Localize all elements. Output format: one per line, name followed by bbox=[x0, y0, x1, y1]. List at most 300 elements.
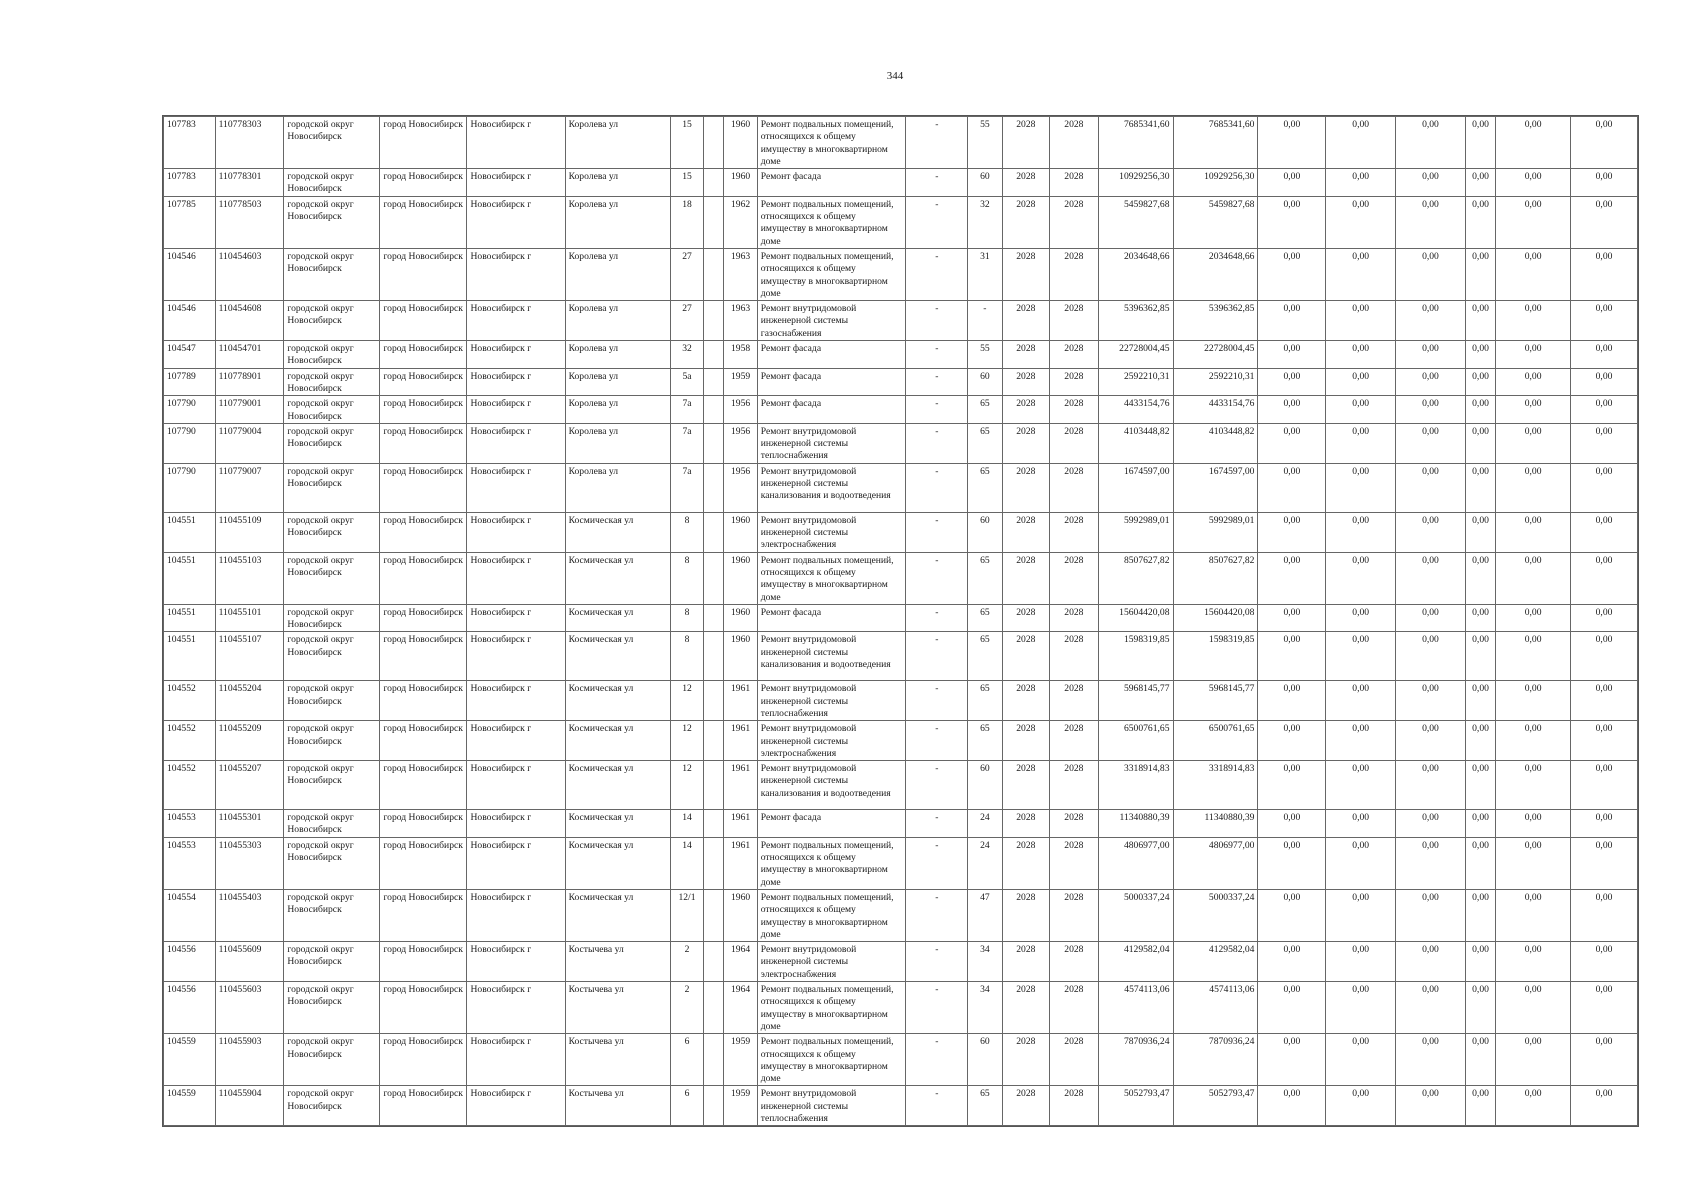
cell-budget-c: 0,00 bbox=[1396, 368, 1466, 396]
cell-city: Новосибирск г bbox=[467, 463, 565, 512]
cell-building bbox=[704, 512, 724, 552]
cell-cost-total: 7870936,24 bbox=[1098, 1034, 1173, 1086]
cell-code: 110778503 bbox=[215, 196, 284, 248]
cell-building bbox=[704, 169, 724, 197]
cell-district: городской округ Новосибирск bbox=[284, 512, 380, 552]
cell-code: 110455207 bbox=[215, 761, 284, 810]
cell-year-built: 1963 bbox=[724, 301, 757, 341]
cell-year-built: 1961 bbox=[724, 810, 757, 838]
cell-settlement: город Новосибирск bbox=[380, 301, 467, 341]
cell-code: 110455403 bbox=[215, 889, 284, 941]
cell-budget-b: 0,00 bbox=[1326, 681, 1396, 721]
cell-district: городской округ Новосибирск bbox=[284, 837, 380, 889]
cell-street: Космическая ул bbox=[565, 632, 670, 681]
cell-year-built: 1961 bbox=[724, 681, 757, 721]
cell-building bbox=[704, 761, 724, 810]
cell-cost-fund: 11340880,39 bbox=[1173, 810, 1258, 838]
cell-work-type: Ремонт подвальных помещений, относящихся к общему имуществу в многоквартирном доме bbox=[757, 196, 906, 248]
cell-cost-fund: 3318914,83 bbox=[1173, 761, 1258, 810]
cell-budget-a: 0,00 bbox=[1258, 169, 1326, 197]
cell-street: Костычева ул bbox=[565, 942, 670, 982]
cell-id: 104551 bbox=[164, 632, 216, 681]
cell-district: городской округ Новосибирск bbox=[284, 1086, 380, 1126]
cell-budget-a: 0,00 bbox=[1258, 810, 1326, 838]
cell-code: 110455609 bbox=[215, 942, 284, 982]
cell-work-type: Ремонт подвальных помещений, относящихся к общему имуществу в многоквартирном доме bbox=[757, 1034, 906, 1086]
cell-wear: 47 bbox=[968, 889, 1002, 941]
cell-city: Новосибирск г bbox=[467, 117, 565, 169]
cell-building bbox=[704, 463, 724, 512]
cell-city: Новосибирск г bbox=[467, 169, 565, 197]
table-row bbox=[164, 982, 1638, 1034]
cell-year-start: 2028 bbox=[1002, 396, 1050, 424]
cell-year-end: 2028 bbox=[1050, 810, 1099, 838]
cell-budget-e: 0,00 bbox=[1496, 423, 1571, 463]
cell-budget-c: 0,00 bbox=[1396, 169, 1466, 197]
cell-street: Королева ул bbox=[565, 301, 670, 341]
cell-house: 12 bbox=[670, 681, 703, 721]
cell-street: Космическая ул bbox=[565, 837, 670, 889]
cell-budget-e: 0,00 bbox=[1496, 196, 1571, 248]
cell-dash: - bbox=[906, 837, 968, 889]
cell-work-type: Ремонт внутридомовой инженерной системы канализования и водоотведения bbox=[757, 463, 906, 512]
cell-budget-f: 0,00 bbox=[1571, 117, 1638, 169]
cell-street: Королева ул bbox=[565, 248, 670, 300]
cell-id: 104547 bbox=[164, 341, 216, 369]
page-number: 344 bbox=[886, 70, 904, 82]
cell-house: 7а bbox=[670, 396, 703, 424]
cell-building bbox=[704, 396, 724, 424]
cell-code: 110455101 bbox=[215, 604, 284, 632]
cell-budget-c: 0,00 bbox=[1396, 761, 1466, 810]
cell-street: Космическая ул bbox=[565, 889, 670, 941]
cell-district: городской округ Новосибирск bbox=[284, 810, 380, 838]
cell-id: 104556 bbox=[164, 982, 216, 1034]
cell-id: 104551 bbox=[164, 604, 216, 632]
cell-cost-total: 15604420,08 bbox=[1098, 604, 1173, 632]
cell-budget-f: 0,00 bbox=[1571, 681, 1638, 721]
cell-budget-d: 0,00 bbox=[1465, 1034, 1495, 1086]
cell-budget-d: 0,00 bbox=[1465, 604, 1495, 632]
cell-district: городской округ Новосибирск bbox=[284, 721, 380, 761]
cell-district: городской округ Новосибирск bbox=[284, 889, 380, 941]
cell-budget-a: 0,00 bbox=[1258, 396, 1326, 424]
cell-budget-b: 0,00 bbox=[1326, 396, 1396, 424]
cell-district: городской округ Новосибирск bbox=[284, 423, 380, 463]
cell-dash: - bbox=[906, 1086, 968, 1126]
table-body bbox=[164, 117, 1638, 1126]
cell-house: 2 bbox=[670, 982, 703, 1034]
cell-wear: 65 bbox=[968, 463, 1002, 512]
cell-cost-fund: 7685341,60 bbox=[1173, 117, 1258, 169]
cell-settlement: город Новосибирск bbox=[380, 810, 467, 838]
cell-cost-fund: 2034648,66 bbox=[1173, 248, 1258, 300]
cell-building bbox=[704, 982, 724, 1034]
cell-dash: - bbox=[906, 761, 968, 810]
cell-budget-e: 0,00 bbox=[1496, 248, 1571, 300]
cell-budget-b: 0,00 bbox=[1326, 248, 1396, 300]
cell-budget-b: 0,00 bbox=[1326, 761, 1396, 810]
cell-street: Космическая ул bbox=[565, 681, 670, 721]
cell-settlement: город Новосибирск bbox=[380, 837, 467, 889]
cell-budget-f: 0,00 bbox=[1571, 761, 1638, 810]
cell-year-start: 2028 bbox=[1002, 810, 1050, 838]
table-row bbox=[164, 248, 1638, 300]
cell-budget-a: 0,00 bbox=[1258, 341, 1326, 369]
cell-budget-b: 0,00 bbox=[1326, 810, 1396, 838]
cell-dash: - bbox=[906, 604, 968, 632]
cell-year-end: 2028 bbox=[1050, 117, 1099, 169]
cell-street: Королева ул bbox=[565, 169, 670, 197]
cell-year-end: 2028 bbox=[1050, 368, 1099, 396]
cell-year-built: 1960 bbox=[724, 512, 757, 552]
cell-year-start: 2028 bbox=[1002, 512, 1050, 552]
cell-dash: - bbox=[906, 810, 968, 838]
cell-building bbox=[704, 810, 724, 838]
cell-year-built: 1959 bbox=[724, 1086, 757, 1126]
cell-budget-d: 0,00 bbox=[1465, 632, 1495, 681]
cell-budget-a: 0,00 bbox=[1258, 552, 1326, 604]
cell-year-end: 2028 bbox=[1050, 681, 1099, 721]
cell-budget-e: 0,00 bbox=[1496, 982, 1571, 1034]
table-row bbox=[164, 632, 1638, 681]
cell-budget-f: 0,00 bbox=[1571, 889, 1638, 941]
cell-year-start: 2028 bbox=[1002, 942, 1050, 982]
cell-id: 104554 bbox=[164, 889, 216, 941]
cell-cost-total: 3318914,83 bbox=[1098, 761, 1173, 810]
cell-district: городской округ Новосибирск bbox=[284, 248, 380, 300]
cell-year-built: 1960 bbox=[724, 889, 757, 941]
cell-settlement: город Новосибирск bbox=[380, 368, 467, 396]
cell-id: 104551 bbox=[164, 512, 216, 552]
cell-budget-b: 0,00 bbox=[1326, 837, 1396, 889]
cell-dash: - bbox=[906, 982, 968, 1034]
cell-cost-fund: 22728004,45 bbox=[1173, 341, 1258, 369]
cell-wear: 60 bbox=[968, 368, 1002, 396]
cell-year-built: 1964 bbox=[724, 942, 757, 982]
cell-building bbox=[704, 423, 724, 463]
cell-cost-fund: 5459827,68 bbox=[1173, 196, 1258, 248]
cell-year-built: 1960 bbox=[724, 604, 757, 632]
table-row bbox=[164, 837, 1638, 889]
cell-code: 110454603 bbox=[215, 248, 284, 300]
cell-budget-c: 0,00 bbox=[1396, 632, 1466, 681]
cell-wear: 34 bbox=[968, 982, 1002, 1034]
cell-budget-d: 0,00 bbox=[1465, 810, 1495, 838]
cell-building bbox=[704, 368, 724, 396]
cell-city: Новосибирск г bbox=[467, 423, 565, 463]
cell-district: городской округ Новосибирск bbox=[284, 982, 380, 1034]
cell-budget-f: 0,00 bbox=[1571, 368, 1638, 396]
cell-wear: 55 bbox=[968, 117, 1002, 169]
cell-budget-a: 0,00 bbox=[1258, 604, 1326, 632]
cell-cost-total: 1674597,00 bbox=[1098, 463, 1173, 512]
cell-work-type: Ремонт фасада bbox=[757, 604, 906, 632]
cell-budget-f: 0,00 bbox=[1571, 552, 1638, 604]
cell-budget-d: 0,00 bbox=[1465, 368, 1495, 396]
cell-budget-d: 0,00 bbox=[1465, 1086, 1495, 1126]
cell-district: городской округ Новосибирск bbox=[284, 117, 380, 169]
cell-wear: 24 bbox=[968, 837, 1002, 889]
cell-street: Космическая ул bbox=[565, 810, 670, 838]
cell-year-start: 2028 bbox=[1002, 552, 1050, 604]
cell-budget-d: 0,00 bbox=[1465, 552, 1495, 604]
cell-budget-d: 0,00 bbox=[1465, 982, 1495, 1034]
cell-building bbox=[704, 552, 724, 604]
cell-district: городской округ Новосибирск bbox=[284, 552, 380, 604]
cell-wear: - bbox=[968, 301, 1002, 341]
cell-year-end: 2028 bbox=[1050, 301, 1099, 341]
cell-year-built: 1960 bbox=[724, 632, 757, 681]
cell-wear: 34 bbox=[968, 942, 1002, 982]
cell-work-type: Ремонт фасада bbox=[757, 396, 906, 424]
cell-dash: - bbox=[906, 463, 968, 512]
cell-budget-f: 0,00 bbox=[1571, 632, 1638, 681]
cell-cost-total: 5992989,01 bbox=[1098, 512, 1173, 552]
table-row bbox=[164, 761, 1638, 810]
cell-code: 110455903 bbox=[215, 1034, 284, 1086]
cell-year-built: 1956 bbox=[724, 396, 757, 424]
cell-work-type: Ремонт внутридомовой инженерной системы электроснабжения bbox=[757, 721, 906, 761]
cell-id: 107790 bbox=[164, 463, 216, 512]
cell-building bbox=[704, 1086, 724, 1126]
cell-house: 6 bbox=[670, 1034, 703, 1086]
table-row bbox=[164, 117, 1638, 169]
cell-cost-fund: 15604420,08 bbox=[1173, 604, 1258, 632]
cell-id: 104552 bbox=[164, 761, 216, 810]
cell-code: 110455603 bbox=[215, 982, 284, 1034]
cell-work-type: Ремонт внутридомовой инженерной системы газоснабжения bbox=[757, 301, 906, 341]
cell-budget-d: 0,00 bbox=[1465, 117, 1495, 169]
table-row bbox=[164, 1034, 1638, 1086]
cell-dash: - bbox=[906, 396, 968, 424]
cell-budget-a: 0,00 bbox=[1258, 837, 1326, 889]
cell-cost-fund: 4129582,04 bbox=[1173, 942, 1258, 982]
cell-settlement: город Новосибирск bbox=[380, 721, 467, 761]
cell-settlement: город Новосибирск bbox=[380, 248, 467, 300]
cell-dash: - bbox=[906, 169, 968, 197]
cell-work-type: Ремонт внутридомовой инженерной системы теплоснабжения bbox=[757, 423, 906, 463]
cell-id: 104546 bbox=[164, 301, 216, 341]
cell-work-type: Ремонт внутридомовой инженерной системы канализования и водоотведения bbox=[757, 761, 906, 810]
cell-id: 104552 bbox=[164, 681, 216, 721]
cell-budget-b: 0,00 bbox=[1326, 368, 1396, 396]
cell-house: 8 bbox=[670, 632, 703, 681]
cell-year-end: 2028 bbox=[1050, 196, 1099, 248]
cell-budget-b: 0,00 bbox=[1326, 341, 1396, 369]
cell-cost-fund: 5992989,01 bbox=[1173, 512, 1258, 552]
cell-budget-b: 0,00 bbox=[1326, 463, 1396, 512]
cell-budget-a: 0,00 bbox=[1258, 982, 1326, 1034]
cell-year-built: 1956 bbox=[724, 423, 757, 463]
cell-building bbox=[704, 681, 724, 721]
cell-district: городской округ Новосибирск bbox=[284, 368, 380, 396]
cell-budget-d: 0,00 bbox=[1465, 463, 1495, 512]
cell-cost-fund: 4806977,00 bbox=[1173, 837, 1258, 889]
cell-cost-total: 4129582,04 bbox=[1098, 942, 1173, 982]
cell-budget-c: 0,00 bbox=[1396, 1034, 1466, 1086]
cell-dash: - bbox=[906, 368, 968, 396]
cell-code: 110454608 bbox=[215, 301, 284, 341]
cell-year-start: 2028 bbox=[1002, 632, 1050, 681]
cell-budget-c: 0,00 bbox=[1396, 837, 1466, 889]
cell-street: Королева ул bbox=[565, 117, 670, 169]
cell-year-end: 2028 bbox=[1050, 604, 1099, 632]
cell-budget-b: 0,00 bbox=[1326, 117, 1396, 169]
cell-settlement: город Новосибирск bbox=[380, 1086, 467, 1126]
cell-cost-fund: 5968145,77 bbox=[1173, 681, 1258, 721]
cell-budget-d: 0,00 bbox=[1465, 721, 1495, 761]
cell-budget-f: 0,00 bbox=[1571, 810, 1638, 838]
cell-budget-a: 0,00 bbox=[1258, 196, 1326, 248]
cell-cost-total: 5000337,24 bbox=[1098, 889, 1173, 941]
cell-year-built: 1962 bbox=[724, 196, 757, 248]
cell-work-type: Ремонт подвальных помещений, относящихся к общему имуществу в многоквартирном доме bbox=[757, 982, 906, 1034]
cell-district: городской округ Новосибирск bbox=[284, 761, 380, 810]
cell-house: 14 bbox=[670, 810, 703, 838]
cell-budget-a: 0,00 bbox=[1258, 1086, 1326, 1126]
cell-budget-e: 0,00 bbox=[1496, 942, 1571, 982]
cell-house: 7а bbox=[670, 463, 703, 512]
cell-city: Новосибирск г bbox=[467, 761, 565, 810]
cell-building bbox=[704, 248, 724, 300]
cell-budget-b: 0,00 bbox=[1326, 169, 1396, 197]
cell-budget-c: 0,00 bbox=[1396, 889, 1466, 941]
cell-street: Королева ул bbox=[565, 463, 670, 512]
cell-dash: - bbox=[906, 512, 968, 552]
cell-budget-f: 0,00 bbox=[1571, 423, 1638, 463]
cell-budget-c: 0,00 bbox=[1396, 604, 1466, 632]
cell-wear: 32 bbox=[968, 196, 1002, 248]
table-row bbox=[164, 1086, 1638, 1126]
cell-code: 110455904 bbox=[215, 1086, 284, 1126]
cell-cost-total: 6500761,65 bbox=[1098, 721, 1173, 761]
cell-year-end: 2028 bbox=[1050, 463, 1099, 512]
cell-dash: - bbox=[906, 552, 968, 604]
cell-budget-b: 0,00 bbox=[1326, 889, 1396, 941]
cell-year-end: 2028 bbox=[1050, 169, 1099, 197]
cell-street: Космическая ул bbox=[565, 512, 670, 552]
cell-code: 110455109 bbox=[215, 512, 284, 552]
cell-budget-b: 0,00 bbox=[1326, 1086, 1396, 1126]
cell-cost-total: 10929256,30 bbox=[1098, 169, 1173, 197]
cell-budget-d: 0,00 bbox=[1465, 301, 1495, 341]
cell-budget-a: 0,00 bbox=[1258, 761, 1326, 810]
cell-building bbox=[704, 632, 724, 681]
cell-budget-e: 0,00 bbox=[1496, 681, 1571, 721]
table-row bbox=[164, 341, 1638, 369]
cell-building bbox=[704, 341, 724, 369]
cell-budget-d: 0,00 bbox=[1465, 396, 1495, 424]
cell-wear: 31 bbox=[968, 248, 1002, 300]
cell-budget-d: 0,00 bbox=[1465, 423, 1495, 463]
cell-cost-fund: 4103448,82 bbox=[1173, 423, 1258, 463]
cell-year-start: 2028 bbox=[1002, 604, 1050, 632]
cell-year-start: 2028 bbox=[1002, 423, 1050, 463]
cell-budget-f: 0,00 bbox=[1571, 1034, 1638, 1086]
cell-budget-f: 0,00 bbox=[1571, 721, 1638, 761]
cell-street: Костычева ул bbox=[565, 1086, 670, 1126]
cell-budget-a: 0,00 bbox=[1258, 423, 1326, 463]
cell-city: Новосибирск г bbox=[467, 604, 565, 632]
cell-wear: 60 bbox=[968, 1034, 1002, 1086]
cell-budget-c: 0,00 bbox=[1396, 396, 1466, 424]
cell-cost-total: 4574113,06 bbox=[1098, 982, 1173, 1034]
cell-cost-total: 11340880,39 bbox=[1098, 810, 1173, 838]
cell-street: Королева ул bbox=[565, 196, 670, 248]
cell-code: 110778301 bbox=[215, 169, 284, 197]
cell-year-start: 2028 bbox=[1002, 368, 1050, 396]
cell-budget-f: 0,00 bbox=[1571, 512, 1638, 552]
cell-budget-f: 0,00 bbox=[1571, 604, 1638, 632]
cell-year-end: 2028 bbox=[1050, 942, 1099, 982]
cell-building bbox=[704, 721, 724, 761]
cell-work-type: Ремонт внутридомовой инженерной системы теплоснабжения bbox=[757, 1086, 906, 1126]
cell-house: 27 bbox=[670, 301, 703, 341]
cell-wear: 55 bbox=[968, 341, 1002, 369]
cell-budget-f: 0,00 bbox=[1571, 301, 1638, 341]
cell-house: 27 bbox=[670, 248, 703, 300]
cell-house: 12/1 bbox=[670, 889, 703, 941]
cell-settlement: город Новосибирск bbox=[380, 552, 467, 604]
cell-code: 110455301 bbox=[215, 810, 284, 838]
cell-year-start: 2028 bbox=[1002, 169, 1050, 197]
cell-settlement: город Новосибирск bbox=[380, 604, 467, 632]
cell-year-end: 2028 bbox=[1050, 396, 1099, 424]
cell-city: Новосибирск г bbox=[467, 368, 565, 396]
cell-cost-total: 4806977,00 bbox=[1098, 837, 1173, 889]
cell-year-end: 2028 bbox=[1050, 552, 1099, 604]
cell-work-type: Ремонт подвальных помещений, относящихся к общему имуществу в многоквартирном доме bbox=[757, 889, 906, 941]
cell-budget-d: 0,00 bbox=[1465, 248, 1495, 300]
cell-work-type: Ремонт фасада bbox=[757, 368, 906, 396]
cell-city: Новосибирск г bbox=[467, 341, 565, 369]
cell-house: 12 bbox=[670, 721, 703, 761]
cell-id: 107783 bbox=[164, 169, 216, 197]
cell-wear: 60 bbox=[968, 761, 1002, 810]
cell-budget-e: 0,00 bbox=[1496, 169, 1571, 197]
cell-budget-c: 0,00 bbox=[1396, 301, 1466, 341]
cell-building bbox=[704, 1034, 724, 1086]
cell-city: Новосибирск г bbox=[467, 889, 565, 941]
cell-budget-f: 0,00 bbox=[1571, 396, 1638, 424]
cell-year-start: 2028 bbox=[1002, 681, 1050, 721]
cell-street: Королева ул bbox=[565, 368, 670, 396]
cell-house: 14 bbox=[670, 837, 703, 889]
cell-work-type: Ремонт подвальных помещений, относящихся к общему имуществу в многоквартирном доме bbox=[757, 837, 906, 889]
cell-budget-a: 0,00 bbox=[1258, 681, 1326, 721]
cell-city: Новосибирск г bbox=[467, 396, 565, 424]
cell-city: Новосибирск г bbox=[467, 196, 565, 248]
cell-budget-f: 0,00 bbox=[1571, 942, 1638, 982]
cell-year-end: 2028 bbox=[1050, 982, 1099, 1034]
cell-settlement: город Новосибирск bbox=[380, 396, 467, 424]
cell-house: 5а bbox=[670, 368, 703, 396]
table-row bbox=[164, 423, 1638, 463]
cell-year-end: 2028 bbox=[1050, 889, 1099, 941]
cell-budget-b: 0,00 bbox=[1326, 721, 1396, 761]
cell-building bbox=[704, 889, 724, 941]
cell-budget-c: 0,00 bbox=[1396, 463, 1466, 512]
cell-wear: 65 bbox=[968, 632, 1002, 681]
cell-code: 110455303 bbox=[215, 837, 284, 889]
cell-wear: 60 bbox=[968, 512, 1002, 552]
table-row bbox=[164, 301, 1638, 341]
cell-building bbox=[704, 196, 724, 248]
cell-cost-total: 4103448,82 bbox=[1098, 423, 1173, 463]
cell-district: городской округ Новосибирск bbox=[284, 196, 380, 248]
cell-building bbox=[704, 301, 724, 341]
